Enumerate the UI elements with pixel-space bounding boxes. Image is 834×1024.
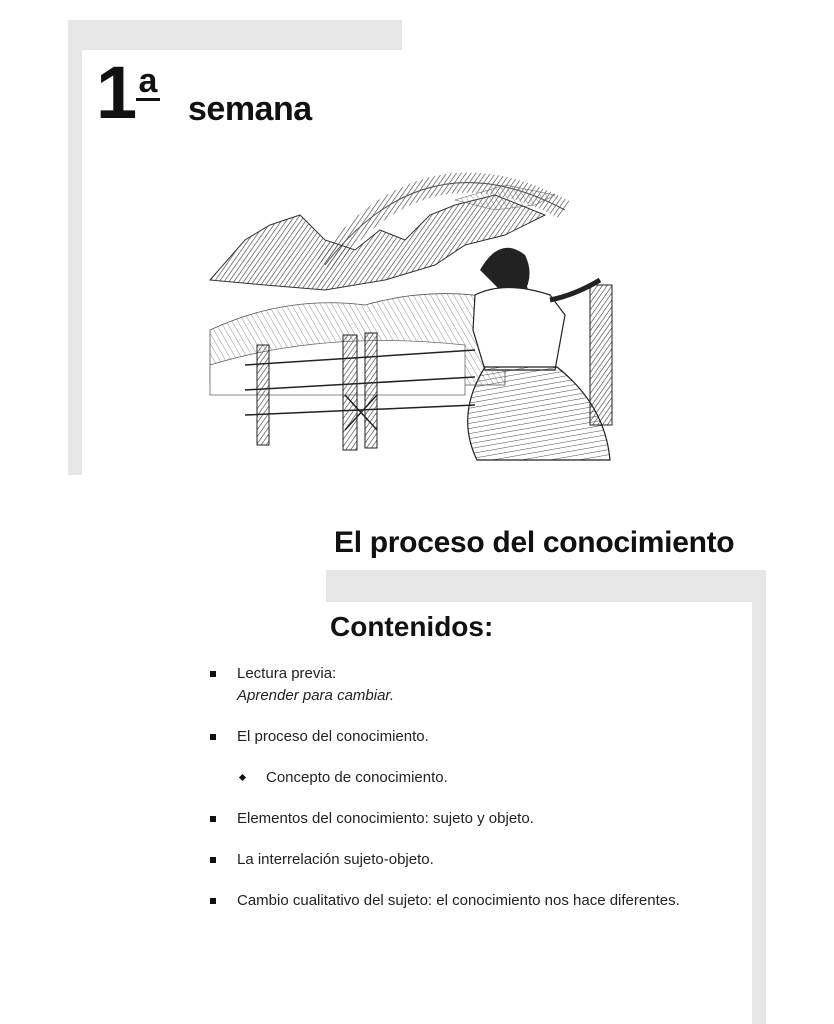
list-item-text: Lectura previa:: [237, 665, 337, 682]
square-bullet-icon: [210, 898, 216, 904]
diamond-bullet-icon: [239, 774, 246, 781]
list-item: [210, 849, 750, 871]
square-bullet-icon: [210, 734, 216, 740]
square-bullet-icon: [210, 816, 216, 822]
section-title: El proceso del conocimiento: [334, 526, 735, 559]
list-item: [210, 726, 750, 748]
list-item: [210, 663, 750, 707]
list-item: [210, 808, 750, 830]
section-gray-band: [326, 570, 766, 602]
left-gray-bar: [68, 20, 82, 475]
list-item-text: El proceso del conocimiento.: [237, 728, 429, 745]
top-gray-band: [68, 20, 402, 50]
list-item-subtext: Aprender para cambiar.: [237, 687, 395, 704]
list-item-text: Elementos del conocimiento: sujeto y objeto.: [237, 810, 534, 827]
right-gray-bar: [752, 570, 766, 1024]
contents-heading: Contenidos:: [330, 611, 494, 642]
week-number: 1: [96, 51, 136, 134]
week-ordinal: a: [136, 64, 160, 101]
girl-at-fence-illustration: [205, 155, 625, 465]
list-item-text: La interrelación sujeto-objeto.: [237, 851, 434, 868]
list-item-text: Concepto de conocimiento.: [266, 769, 448, 786]
list-item-text: Cambio cualitativo del sujeto: el conocimiento nos hace diferentes.: [237, 892, 680, 909]
square-bullet-icon: [210, 857, 216, 863]
week-label: semana: [188, 90, 312, 128]
contents-list: [210, 663, 750, 931]
square-bullet-icon: [210, 671, 216, 677]
list-item: [210, 890, 750, 912]
list-subitem: [210, 767, 750, 789]
